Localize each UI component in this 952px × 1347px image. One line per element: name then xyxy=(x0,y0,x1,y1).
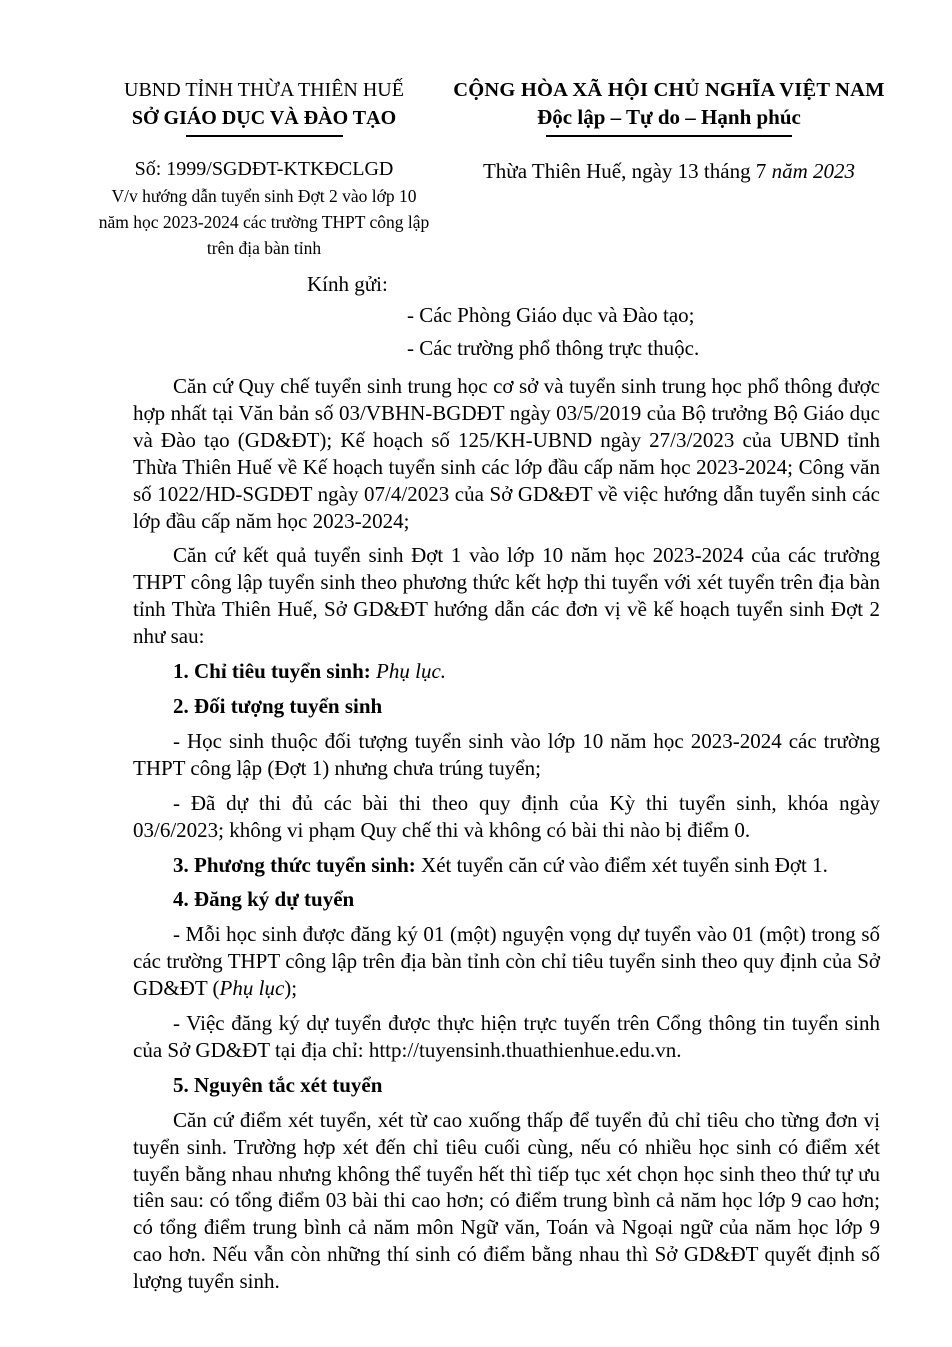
section-4-item-1 xyxy=(133,921,880,1002)
section-4-item-1-text: - Mỗi học sinh được đăng ký 01 (một) nguyện vọng dự tuyển vào 01 (một) trong số các trường THPT công lập trên địa bàn tỉnh còn chỉ tiêu tuyển sinh theo quy định của Sở GD&ĐT ( xyxy=(133,922,880,1001)
section-2-eligibility xyxy=(133,693,880,720)
doc-subject: V/v hướng dẫn tuyển sinh Đợt 2 vào lớp 10 năm học 2023-2024 các trường THPT công lập trên địa bàn tỉnh xyxy=(98,186,430,258)
section-4-heading: 4. Đăng ký dự tuyển xyxy=(173,887,355,912)
place-date-year: năm 2023 xyxy=(771,159,856,183)
org-underline xyxy=(186,135,343,137)
section-1-value: Phụ lục. xyxy=(376,659,447,684)
section-4-item-1-close: ); xyxy=(284,976,298,1001)
motto-underline xyxy=(546,135,792,137)
salutation: Kính gửi: xyxy=(307,272,388,296)
section-5-principles xyxy=(133,1072,880,1099)
place-date-text: Thừa Thiên Huế, ngày 13 tháng 7 xyxy=(482,159,767,183)
section-4-item-1-appendix-ref: Phụ lục xyxy=(219,976,285,1001)
recipient-line: - Các trường phổ thông trực thuộc. xyxy=(407,336,700,360)
issuing-org-block xyxy=(90,76,438,261)
org-parent-name: UBND TỈNH THỪA THIÊN HUẾ xyxy=(124,79,404,101)
org-name: SỞ GIÁO DỤC VÀ ĐÀO TẠO xyxy=(131,107,397,129)
country-title: CỘNG HÒA XÃ HỘI CHỦ NGHĨA VIỆT NAM xyxy=(453,79,885,101)
paragraph-legal-basis-2: Căn cứ kết quả tuyển sinh Đợt 1 vào lớp 10 năm học 2023-2024 của các trường THPT công lập tuyển sinh theo phương thức kết hợp thi tuyển với xét tuyển trên địa bàn tỉnh Thừa Thiên Huế, Sở GD&ĐT hướng dẫn các đơn vị về kế hoạch tuyển sinh Đợt 2 như sau: xyxy=(133,543,880,649)
section-1-heading: 1. Chỉ tiêu tuyển sinh: xyxy=(173,659,371,684)
section-3-value: Xét tuyển căn cứ vào điểm xét tuyển sinh Đợt 1. xyxy=(421,852,828,877)
paragraph-selection-rules: Căn cứ điểm xét tuyển, xét từ cao xuống thấp để tuyển đủ chỉ tiêu cho từng đơn vị tuyển sinh. Trường hợp xét đến chỉ tiêu cuối cùng, nếu có nhiều học sinh có điểm xét tuyển bằng nhau nhưng không thể tuyển hết thì tiếp tục xét chọn học sinh theo thứ tự ưu tiên sau: có tổng điểm 03 bài thi cao hơn; có điểm trung bình cả năm học lớp 9 cao hơn; có tổng điểm trung bình cả năm môn Ngữ văn, Toán và Ngoại ngữ của năm học lớp 9 cao hơn. Nếu vẫn còn những thí sinh có điểm bằng nhau thì Sở GD&ĐT quyết định số lượng tuyển sinh. xyxy=(133,1107,880,1294)
recipient-line: - Các Phòng Giáo dục và Đào tạo; xyxy=(407,303,695,327)
section-2-item-2: - Đã dự thi đủ các bài thi theo quy định của Kỳ thi tuyển sinh, khóa ngày 03/6/2023; không vi phạm Quy chế thi và không có bài thi nào bị điểm 0. xyxy=(133,790,880,842)
place-date-line xyxy=(438,158,900,184)
paragraph-legal-basis-1: Căn cứ Quy chế tuyển sinh trung học cơ sở và tuyển sinh trung học phổ thông được hợp nhất tại Văn bản số 03/VBHN-BGDĐT ngày 03/5/2019 của Bộ trưởng Bộ Giáo dục và Đào tạo (GD&ĐT); Kế hoạch số 125/KH-UBND ngày 27/3/2023 của UBND tỉnh Thừa Thiên Huế về Kế hoạch tuyển sinh các lớp đầu cấp năm học 2023-2024; Công văn số 1022/HD-SGDĐT ngày 07/4/2023 của Sở GD&ĐT về việc hướng dẫn tuyển sinh các lớp đầu cấp năm học 2023-2024; xyxy=(133,374,880,533)
national-header-block xyxy=(438,76,900,261)
national-motto: Độc lập – Tự do – Hạnh phúc xyxy=(537,105,801,129)
document-body xyxy=(0,269,952,1295)
section-4-item-2 xyxy=(133,1010,880,1064)
section-1-quota xyxy=(133,658,880,685)
section-4-registration xyxy=(133,886,880,913)
section-3-method xyxy=(133,852,880,879)
section-2-heading: 2. Đối tượng tuyển sinh xyxy=(173,693,383,718)
section-4-item-2-text: - Việc đăng ký dự tuyển được thực hiện trực tuyến trên Cổng thông tin tuyển sinh của Sở GD&ĐT tại địa chỉ: http://tuyensinh.thuathienhue.edu.vn. xyxy=(133,1011,880,1062)
doc-number: Số: 1999/SGDĐT-KTKĐCLGD xyxy=(134,158,394,180)
recipient-list xyxy=(407,299,880,365)
document-header xyxy=(0,0,952,261)
section-5-heading: 5. Nguyên tắc xét tuyển xyxy=(173,1072,383,1097)
section-2-item-1: - Học sinh thuộc đối tượng tuyển sinh vào lớp 10 năm học 2023-2024 các trường THPT công lập (Đợt 1) nhưng chưa trúng tuyển; xyxy=(133,728,880,780)
section-3-heading: 3. Phương thức tuyển sinh: xyxy=(173,852,416,877)
